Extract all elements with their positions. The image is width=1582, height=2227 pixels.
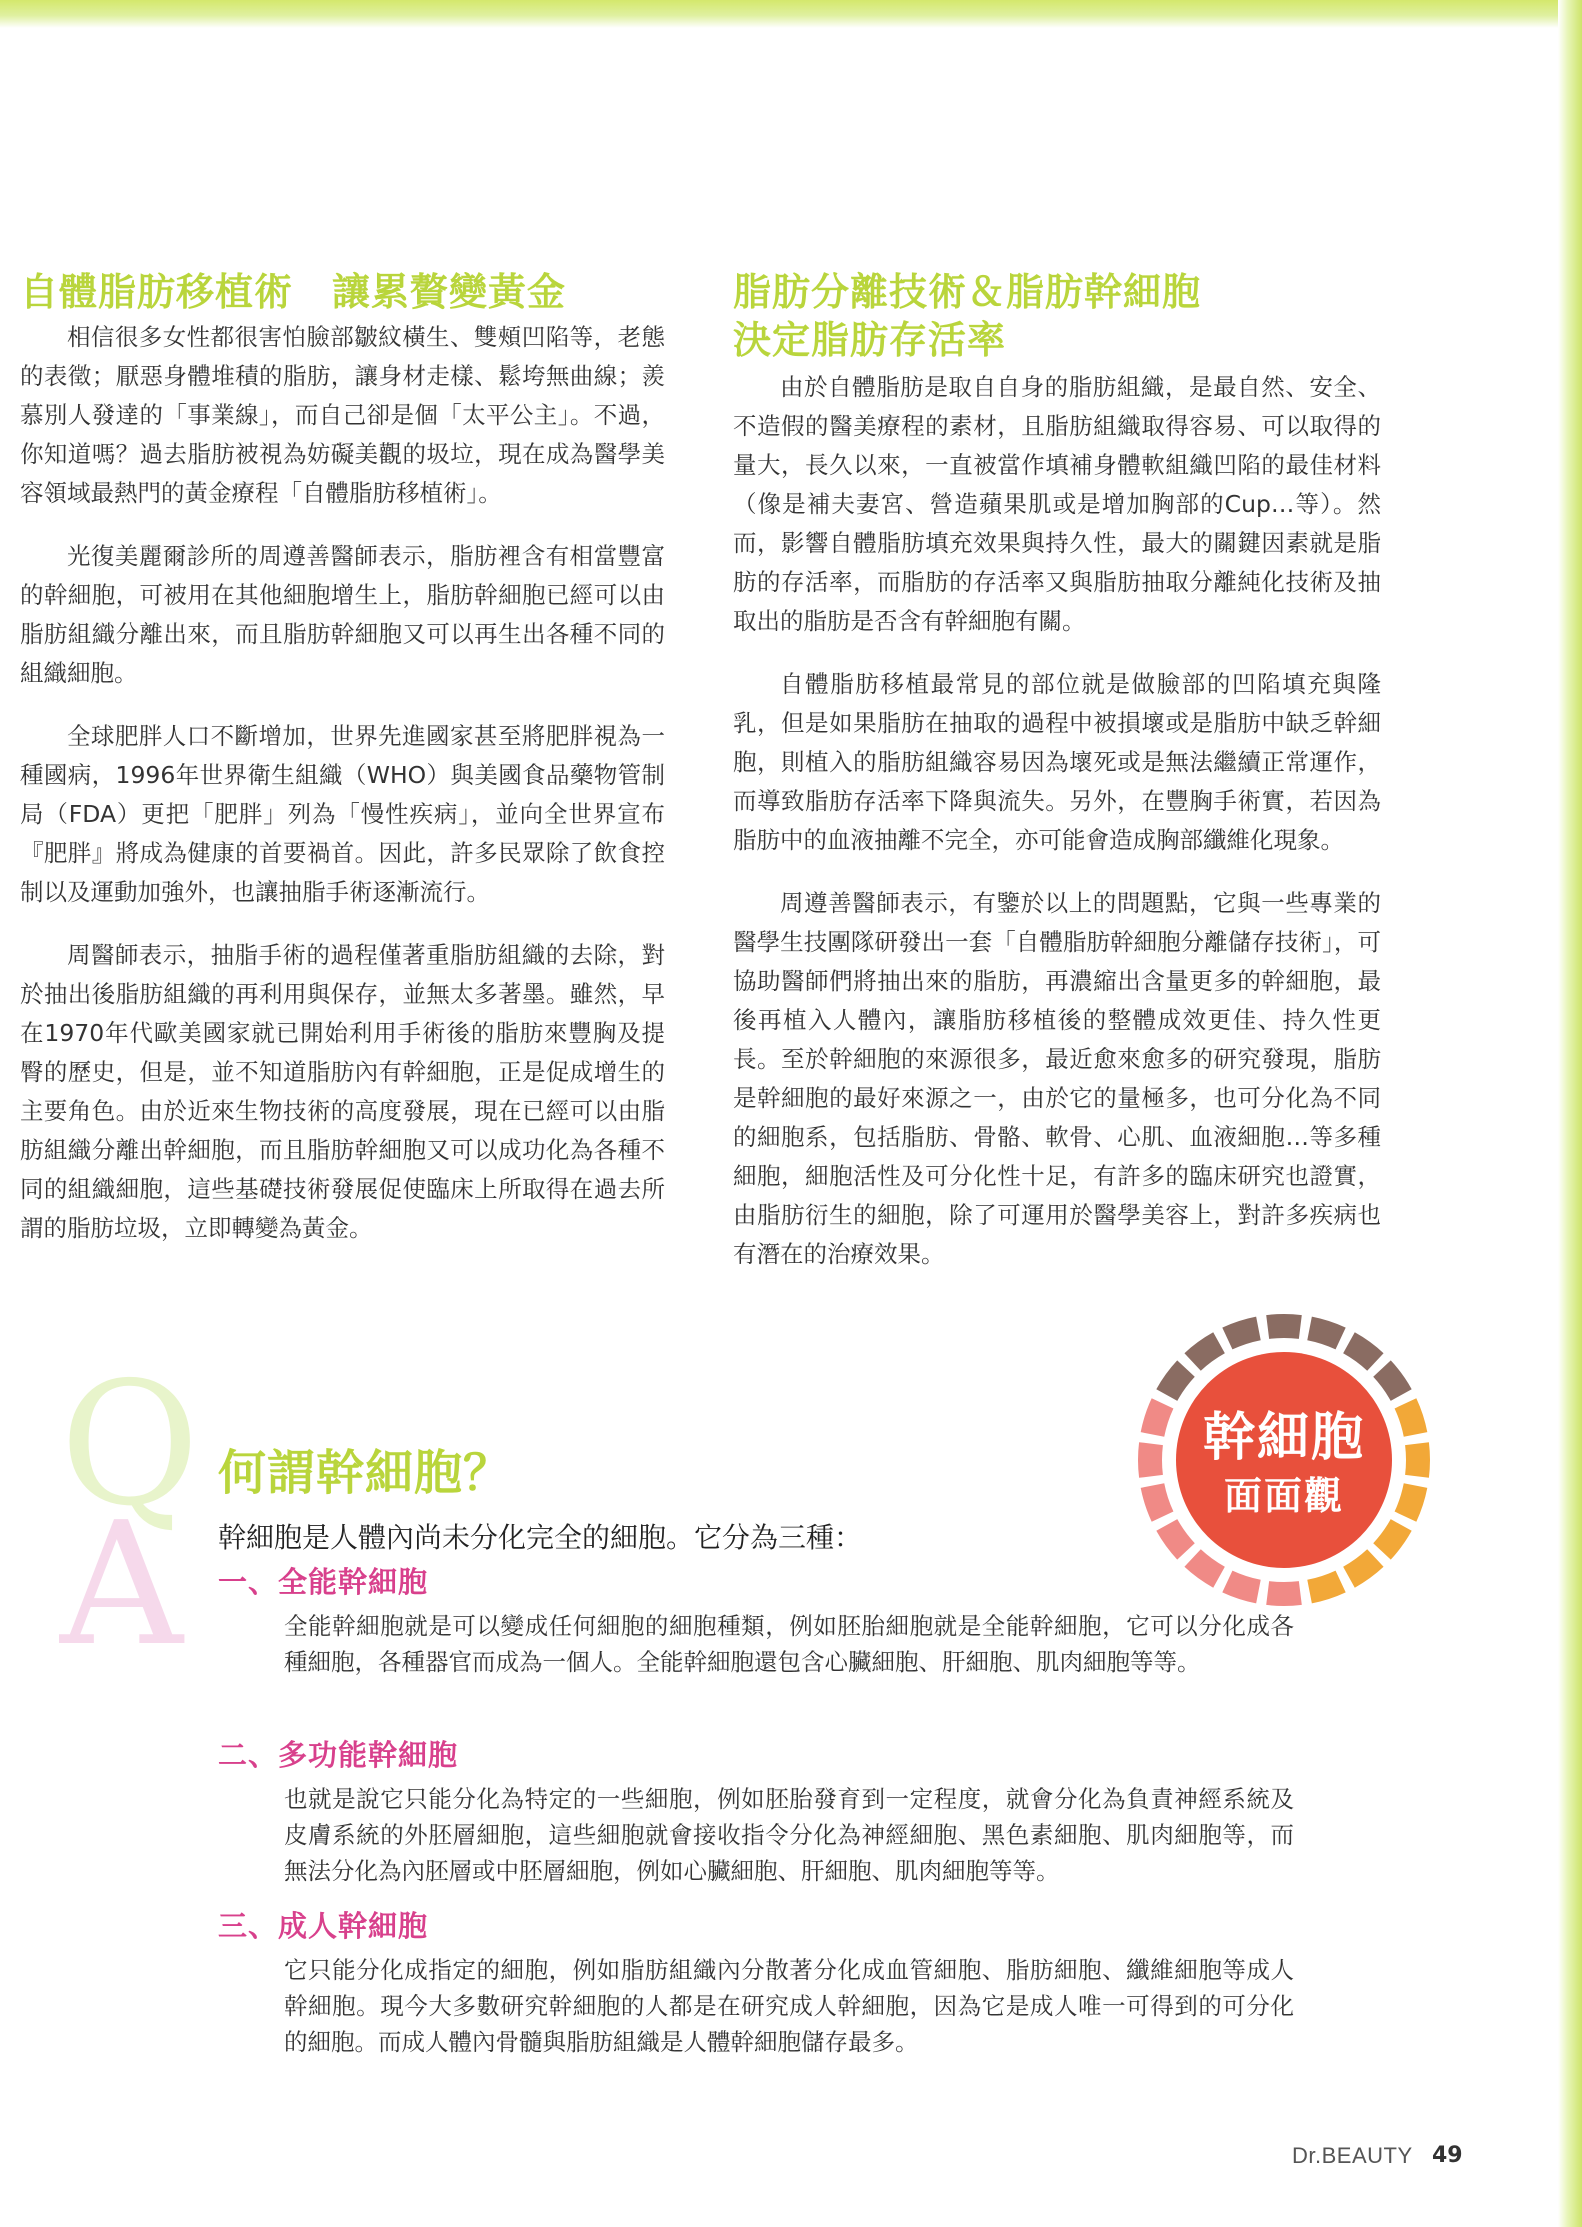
badge-ring-segment [1343, 1332, 1383, 1370]
qa-title: 何謂幹細胞？ [218, 1445, 513, 1501]
left-paragraph-2: 光復美麗爾診所的周遵善醫師表示，脂肪裡含有相當豐富的幹細胞，可被用在其他細胞增生上，脂肪幹細胞已經可以由脂肪組織分離出來，而且脂肪幹細胞又可以再生出各種不同的組織細胞。 [20, 542, 665, 687]
qa-section-2-body: 也就是說它只能分化為特定的一些細胞，例如胚胎發育到一定程度，就會分化為負責神經系統及皮膚系統的外胚層細胞，這些細胞就會接收指令分化為神經細胞、黑色素細胞、肌肉細胞等，而無法分化為內胚層或中胚層細胞，例如心臟細胞、肝細胞、肌肉細胞等等。 [284, 1785, 1294, 1885]
qa-section-3-body: 它只能分化成指定的細胞，例如脂肪組織內分散著分化成血管細胞、脂肪細胞、纖維細胞等成人幹細胞。現今大多數研究幹細胞的人都是在研究成人幹細胞，因為它是成人唯一可得到的可分化的細胞。而成人體內骨髓與脂肪組織是人體幹細胞儲存最多。 [284, 1956, 1294, 2056]
badge-ring-segment [1156, 1360, 1194, 1400]
right-heading: 脂肪分離技術＆脂肪幹細胞 決定脂肪存活率 [733, 270, 1202, 362]
q-letter: Q [60, 1346, 200, 1544]
qa-section-1-body: 全能幹細胞就是可以變成任何細胞的細胞種類，例如胚胎細胞就是全能幹細胞，它可以分化成各種細胞，各種器官而成為一個人。全能幹細胞還包含心臟細胞、肝細胞、肌肉細胞等等。 [284, 1612, 1294, 1676]
a-letter: A [60, 1486, 183, 1684]
right-paragraph-2: 自體脂肪移植最常見的部位就是做臉部的凹陷填充與隆乳，但是如果脂肪在抽取的過程中被損壞或是脂肪中缺乏幹細胞，則植入的脂肪組織容易因為壞死或是無法繼續正常運作，而導致脂肪存活率下降與流失。另外，在豐胸手術實，若因為脂肪中的血液抽離不完全，亦可能會造成胸部纖維化現象。 [733, 670, 1381, 854]
left-column [20, 268, 665, 1272]
badge-ring-segment [1373, 1519, 1411, 1559]
qa-section-1-title: 一、全能幹細胞 [218, 1565, 429, 1599]
badge-main-text: 幹細胞 [1202, 1408, 1365, 1468]
left-paragraph-3: 全球肥胖人口不斷增加，世界先進國家甚至將肥胖視為一種國病，1996年世界衛生組織（WHO）與美國食品藥物管制局（FDA）更把「肥胖」列為「慢性疾病」，並向全世界宣布『肥胖』將成為健康的首要禍首。因此，許多民眾除了飲食控制以及運動加強外，也讓抽脂手術逐漸流行。 [20, 722, 665, 906]
badge-ring-segment [1184, 1549, 1224, 1587]
page-number: 49 [1432, 2143, 1463, 2168]
badge-ring-segment [1307, 1317, 1345, 1350]
badge-ring-segment [1266, 1314, 1302, 1339]
qa-intro: 幹細胞是人體內尚未分化完全的細胞。它分為三種： [218, 1521, 863, 1554]
left-paragraph-4: 周醫師表示，抽脂手術的過程僅著重脂肪組織的去除，對於抽出後脂肪組織的再利用與保存，並無太多著墨。雖然，早在1970年代歐美國家就已開始利用手術後的脂肪來豐胸及提臀的歷史，但是，並不知道脂肪內有幹細胞，正是促成增生的主要角色。由於近來生物技術的高度發展，現在已經可以由脂肪組織分離出幹細胞，而且脂肪幹細胞又可以成功化為各種不同的組織細胞，這些基礎技術發展促使臨床上所取得在過去所謂的脂肪垃圾，立即轉變為黃金。 [20, 941, 665, 1242]
right-paragraph-1: 由於自體脂肪是取自自身的脂肪組織，是最自然、安全、不造假的醫美療程的素材，且脂肪組織取得容易、可以取得的量大，長久以來，一直被當作填補身體軟組織凹陷的最佳材料（像是補夫妻宮、營造蘋果肌或是增加胸部的Cup…等）。然而，影響自體脂肪填充效果與持久性，最大的關鍵因素就是脂肪的存活率，而脂肪的存活率又與脂肪抽取分離純化技術及抽取出的脂肪是否含有幹細胞有關。 [733, 373, 1381, 635]
badge-ring-segment [1307, 1571, 1345, 1604]
footer-brand: Dr.BEAUTY [1292, 2143, 1413, 2168]
right-column [733, 268, 1381, 1298]
right-color-strip [1558, 0, 1582, 2227]
badge-sub-text: 面面觀 [1223, 1474, 1344, 1518]
qa-decoration [60, 1346, 210, 1684]
badge-ring-segment [1343, 1549, 1383, 1587]
badge-ring-segment [1156, 1519, 1194, 1559]
stem-cell-badge [1134, 1310, 1434, 1610]
page-footer [1292, 2143, 1463, 2170]
badge-ring-segment [1222, 1317, 1260, 1350]
right-paragraph-3: 周遵善醫師表示，有鑒於以上的問題點，它與一些專業的醫學生技團隊研發出一套「自體脂肪幹細胞分離儲存技術」，可協助醫師們將抽出來的脂肪，再濃縮出含量更多的幹細胞，最後再植入人體內，讓脂肪移植後的整體成效更佳、持久性更長。至於幹細胞的來源很多，最近愈來愈多的研究發現，脂肪是幹細胞的最好來源之一，由於它的量極多，也可分化為不同的細胞系，包括脂肪、骨骼、軟骨、心肌、血液細胞…等多種細胞，細胞活性及可分化性十足，有許多的臨床研究也證實，由脂肪衍生的細胞，除了可運用於醫學美容上，對許多疾病也有潛在的治療效果。 [733, 889, 1381, 1268]
qa-section-2-title: 二、多功能幹細胞 [218, 1738, 459, 1772]
top-color-strip [0, 0, 1582, 28]
badge-ring-segment [1266, 1581, 1302, 1606]
badge-ring-segment [1373, 1360, 1411, 1400]
qa-section-3-title: 三、成人幹細胞 [218, 1909, 429, 1943]
left-paragraph-1: 相信很多女性都很害怕臉部皺紋橫生、雙頰凹陷等，老態的表徵；厭惡身體堆積的脂肪，讓身材走樣、鬆垮無曲線；羨慕別人發達的「事業線」，而自己卻是個「太平公主」。不過，你知道嗎？過去脂肪被視為妨礙美觀的圾垃，現在成為醫學美容領域最熱門的黃金療程「自體脂肪移植術」。 [20, 323, 665, 507]
left-heading: 自體脂肪移植術 讓累贅變黃金 [20, 270, 567, 314]
badge-ring-segment [1222, 1571, 1260, 1604]
badge-ring-segment [1184, 1332, 1224, 1370]
